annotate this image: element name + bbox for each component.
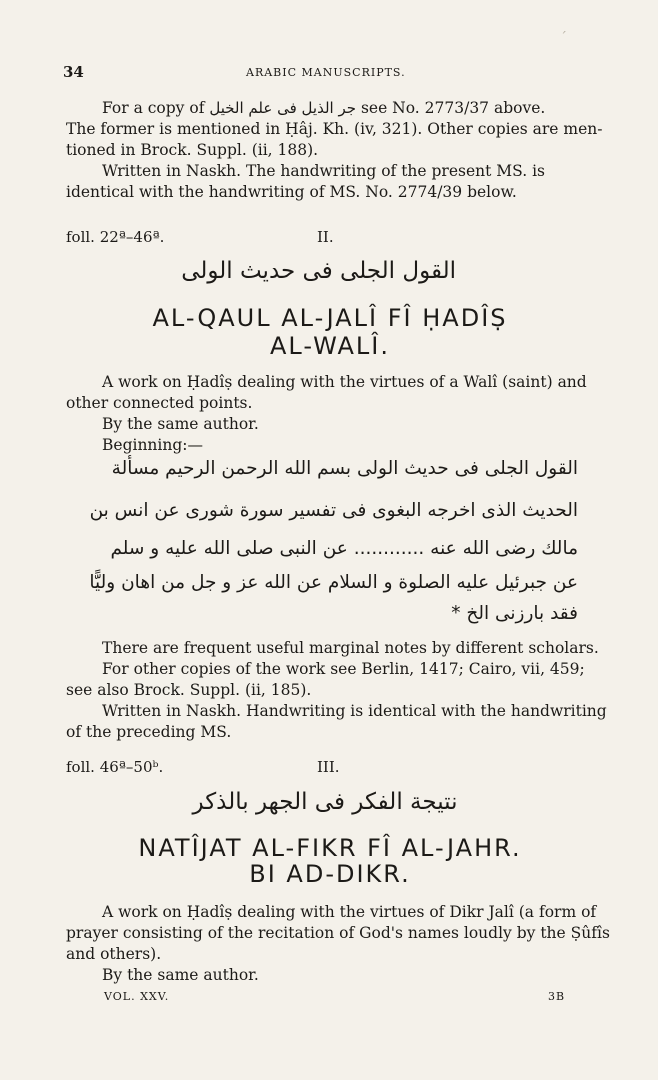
arabic-begin-line-3: مالك رضى الله عنه ............ عن النبى صلى الله عليه و سلم bbox=[110, 538, 578, 559]
section2-title-line2: AL-WALÎ. bbox=[270, 332, 390, 360]
section3-description bbox=[66, 902, 610, 986]
notes-line-3: see also Brock. Suppl. (ii, 185). bbox=[66, 681, 312, 699]
notes-line-1: There are frequent useful marginal notes by different scholars. bbox=[102, 639, 599, 657]
section3-desc-line-3: and others). bbox=[66, 945, 162, 963]
section2-notes bbox=[66, 638, 607, 743]
section2-folios: foll. 22ª–46ª. bbox=[66, 228, 165, 246]
section3-numeral: III. bbox=[317, 758, 340, 776]
section3-arabic-title: نتيجة الفكر فى الجهر بالذكر bbox=[192, 789, 458, 815]
footer-signature: 3B bbox=[548, 990, 566, 1003]
section3-desc-line-1: A work on Ḥadîṣ dealing with the virtues of Dikr Jalî (a form of bbox=[102, 903, 597, 921]
intro-line-3: tioned in Brock. Suppl. (ii, 188). bbox=[66, 141, 319, 159]
section2-arabic-title: القول الجلى فى حديث الولى bbox=[181, 258, 456, 284]
notes-line-4: Written in Naskh. Handwriting is identical with the handwriting bbox=[102, 702, 607, 720]
intro-line-4: Written in Naskh. The handwriting of the present MS. is bbox=[102, 162, 545, 180]
notes-line-2: For other copies of the work see Berlin, 1417; Cairo, vii, 459; bbox=[102, 660, 585, 678]
bleed-through-mark: ˊ bbox=[560, 30, 567, 46]
section2-numeral: II. bbox=[317, 228, 334, 246]
intro-line-2: The former is mentioned in Ḥâj. Kh. (iv, 321). Other copies are men- bbox=[66, 120, 603, 138]
section2-desc-line-2: other connected points. bbox=[66, 394, 253, 412]
intro-paragraph bbox=[66, 98, 603, 203]
footer-volume: VOL. XXV. bbox=[104, 990, 170, 1003]
intro-line-1 bbox=[66, 98, 594, 119]
intro-line-5: identical with the handwriting of MS. No. 2774/39 below. bbox=[66, 183, 517, 201]
running-title: ARABIC MANUSCRIPTS. bbox=[246, 66, 406, 79]
section2-description bbox=[66, 372, 594, 456]
arabic-begin-line-5: فقد بارزنى الخ * bbox=[451, 603, 578, 624]
section3-title-line2: BI AD-DIKR. bbox=[249, 860, 411, 888]
section3-folios: foll. 46ª–50ᵇ. bbox=[66, 758, 164, 776]
arabic-begin-line-4: عن جبرئيل عليه الصلوة و السلام عن الله عز و جل من اهان وليًّا bbox=[89, 572, 578, 593]
section3-title-line1: NATÎJAT AL-FIKR FÎ AL-JAHR. bbox=[138, 834, 522, 862]
inline-arabic-title: جر الذيل فى علم الخيل bbox=[209, 99, 357, 117]
section2-title-line1: AL-QAUL AL-JALÎ FÎ ḤADÎṢ bbox=[152, 304, 508, 332]
section2-desc-line-1: A work on Ḥadîṣ dealing with the virtues of a Walî (saint) and bbox=[102, 373, 587, 391]
intro-line-1-start: For a copy of bbox=[102, 99, 210, 117]
notes-line-5: of the preceding MS. bbox=[66, 723, 232, 741]
section3-desc-line-4: By the same author. bbox=[102, 966, 259, 984]
section2-desc-line-3: By the same author. bbox=[102, 415, 259, 433]
arabic-begin-line-1: القول الجلى فى حديث الولى بسم الله الرحمن الرحيم مسألة bbox=[111, 458, 578, 479]
intro-line-1-end: see No. 2773/37 above. bbox=[356, 99, 546, 117]
arabic-begin-line-2: الحديث الذى اخرجه البغوى فى تفسير سورة شورى عن انس بن bbox=[89, 500, 578, 521]
section2-desc-line-4: Beginning:— bbox=[102, 436, 203, 454]
page-number: 34 bbox=[63, 63, 84, 81]
section3-desc-line-2: prayer consisting of the recitation of God's names loudly by the Ṣûfîs bbox=[66, 924, 610, 942]
